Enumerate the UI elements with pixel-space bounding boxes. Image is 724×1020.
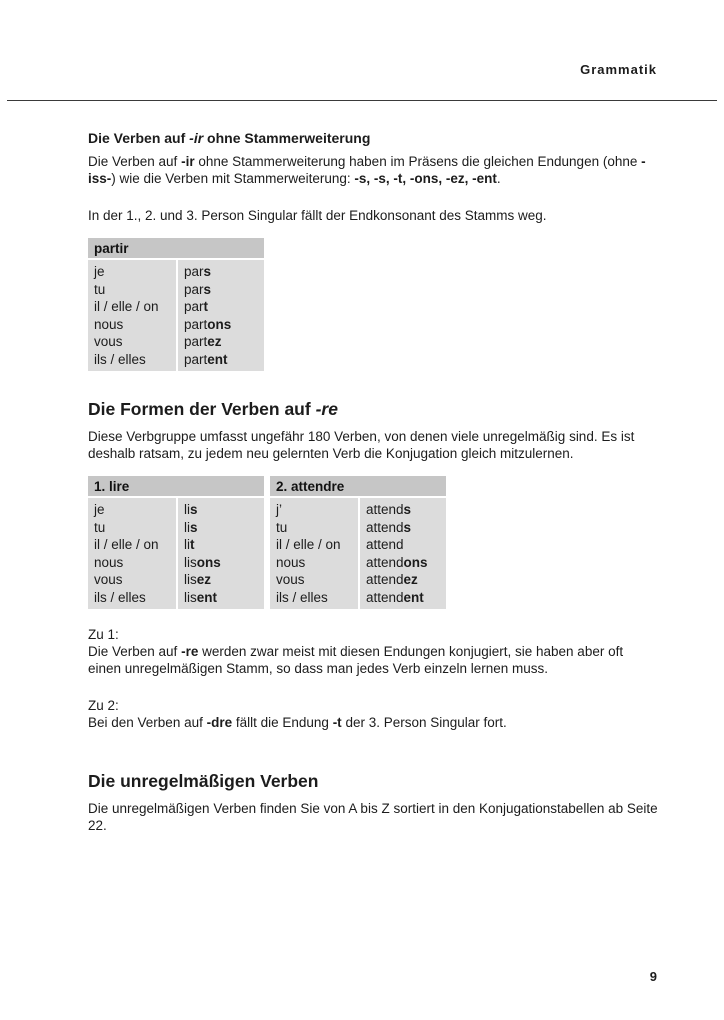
verb-form-cell: lis bbox=[178, 498, 264, 519]
table-row bbox=[270, 589, 446, 610]
page-content bbox=[88, 130, 658, 834]
section3-heading: Die unregelmäßigen Verben bbox=[88, 771, 319, 791]
section2-heading bbox=[88, 399, 658, 420]
verb-ending: ons bbox=[403, 554, 428, 570]
section2-intro: Diese Verbgruppe umfasst ungefähr 180 Verben, von denen viele unregelmäßig sind. Es ist deshalb ratsam, zu jedem neu gelernten Verb die Konjugation gleich mitzulernen. bbox=[88, 429, 635, 461]
pronoun-cell: j’ bbox=[270, 498, 360, 519]
verb-ending: ons bbox=[196, 554, 221, 570]
heading-emphasis: -ir bbox=[189, 130, 204, 146]
pronoun-cell: nous bbox=[88, 554, 178, 572]
lire-conjugation-table bbox=[88, 476, 264, 609]
verb-ending: s bbox=[203, 281, 212, 297]
note-zu-2 bbox=[88, 697, 658, 731]
running-header: Grammatik bbox=[580, 62, 657, 77]
bold-term: -iss- bbox=[88, 154, 646, 186]
attendre-conjugation-table bbox=[270, 476, 446, 609]
verb-form-cell: pars bbox=[178, 281, 264, 299]
heading-text: Die Verben auf bbox=[88, 130, 190, 146]
heading-text: Die Formen der Verben auf bbox=[88, 399, 316, 419]
verb-ending: s bbox=[203, 264, 212, 279]
verb-form-cell: attends bbox=[360, 498, 446, 519]
table-row bbox=[270, 519, 446, 537]
verb-form-cell: attendent bbox=[360, 589, 446, 610]
section1-heading bbox=[88, 130, 658, 146]
bold-term: -dre bbox=[206, 715, 233, 730]
table-row bbox=[88, 589, 264, 610]
verb-ending: ez bbox=[403, 572, 418, 587]
table-row bbox=[270, 571, 446, 589]
verb-form-cell: lis bbox=[178, 519, 264, 537]
bold-term: -ir bbox=[181, 154, 195, 169]
verb-form-cell: attendez bbox=[360, 571, 446, 589]
table-title: 2. attendre bbox=[270, 476, 446, 498]
verb-form-cell: attend bbox=[360, 536, 446, 554]
table-row bbox=[88, 554, 264, 572]
pronoun-cell: tu bbox=[270, 519, 360, 537]
heading-text: ohne Stammerweiterung bbox=[203, 130, 371, 146]
section1-paragraph2: In der 1., 2. und 3. Person Singular fällt der Endkonsonant des Stamms weg. bbox=[88, 208, 547, 223]
table-row bbox=[270, 498, 446, 519]
pronoun-cell: ils / elles bbox=[88, 589, 178, 610]
pronoun-cell: nous bbox=[88, 316, 178, 334]
pronoun-cell: tu bbox=[88, 281, 178, 299]
table-row bbox=[88, 498, 264, 519]
verb-ending: s bbox=[190, 502, 198, 517]
verb-ending: t bbox=[190, 537, 195, 552]
note-text: Die Verben auf -re werden zwar meist mit diesen Endungen konjugiert, sie haben aber oft einen unregelmäßigen Stamm, so dass man jedes Verb einzeln lernen muss. bbox=[88, 644, 624, 676]
verb-form-cell: lisez bbox=[178, 571, 264, 589]
verb-form-cell: pars bbox=[178, 260, 264, 281]
table-row bbox=[88, 519, 264, 537]
table-row bbox=[88, 571, 264, 589]
verb-form-cell: lisent bbox=[178, 589, 264, 610]
partir-conjugation-table bbox=[88, 238, 264, 371]
table-row bbox=[88, 260, 264, 281]
note-text: Bei den Verben auf -dre fällt die Endung -t der 3. Person Singular fort. bbox=[88, 715, 507, 730]
pronoun-cell: il / elle / on bbox=[270, 536, 360, 554]
verb-ending: ez bbox=[196, 572, 212, 587]
verb-ending: ent bbox=[403, 589, 424, 605]
verb-form-cell: partez bbox=[178, 333, 264, 351]
table-row bbox=[270, 554, 446, 572]
table-row bbox=[270, 536, 446, 554]
verb-ending: s bbox=[403, 502, 412, 517]
bold-term: -re bbox=[181, 644, 199, 659]
table-row bbox=[88, 333, 264, 351]
pronoun-cell: je bbox=[88, 498, 178, 519]
section1-paragraph1: Die Verben auf -ir ohne Stammerweiterung haben im Präsens die gleichen Endungen (ohne -iss-) wie die Verben mit Stammerweiterung: -s, -s, -t, -ons, -ez, -ent. bbox=[88, 154, 646, 186]
pronoun-cell: il / elle / on bbox=[88, 298, 178, 316]
table-row bbox=[88, 298, 264, 316]
verb-form-cell: attends bbox=[360, 519, 446, 537]
table-row bbox=[88, 536, 264, 554]
verb-form-cell: partons bbox=[178, 316, 264, 334]
pronoun-cell: je bbox=[88, 260, 178, 281]
verb-form-cell: part bbox=[178, 298, 264, 316]
pronoun-cell: nous bbox=[270, 554, 360, 572]
partir-table-wrap bbox=[88, 238, 658, 371]
pronoun-cell: vous bbox=[88, 333, 178, 351]
verb-form-cell: lit bbox=[178, 536, 264, 554]
verb-form-cell: partent bbox=[178, 351, 264, 372]
verb-ending: s bbox=[190, 519, 198, 535]
verb-ending: s bbox=[403, 519, 412, 535]
table-row bbox=[88, 351, 264, 372]
re-verbs-tables bbox=[88, 476, 658, 609]
pronoun-cell: ils / elles bbox=[270, 589, 360, 610]
verb-ending: ent bbox=[207, 351, 228, 367]
verb-ending: ons bbox=[207, 316, 232, 332]
table-row bbox=[88, 316, 264, 334]
pronoun-cell: ils / elles bbox=[88, 351, 178, 372]
pronoun-cell: il / elle / on bbox=[88, 536, 178, 554]
table-title: 1. lire bbox=[88, 476, 264, 498]
bold-term: -s, -s, -t, -ons, -ez, -ent bbox=[354, 171, 497, 186]
pronoun-cell: vous bbox=[270, 571, 360, 589]
verb-ending: t bbox=[203, 299, 209, 314]
verb-form-cell: attendons bbox=[360, 554, 446, 572]
section3-paragraph: Die unregelmäßigen Verben finden Sie von A bis Z sortiert in den Konjugationstabellen ab Seite 22. bbox=[88, 801, 658, 833]
heading-emphasis: -re bbox=[315, 399, 338, 419]
pronoun-cell: tu bbox=[88, 519, 178, 537]
table-title: partir bbox=[88, 238, 264, 260]
note-label: Zu 1: bbox=[88, 627, 119, 642]
note-label: Zu 2: bbox=[88, 698, 119, 713]
verb-ending: ez bbox=[207, 334, 222, 349]
pronoun-cell: vous bbox=[88, 571, 178, 589]
table-row bbox=[88, 281, 264, 299]
bold-term: -t bbox=[332, 715, 342, 730]
note-zu-1 bbox=[88, 626, 658, 677]
verb-form-cell: lisons bbox=[178, 554, 264, 572]
page-number: 9 bbox=[649, 969, 657, 984]
verb-ending: ent bbox=[196, 589, 217, 605]
header-rule bbox=[7, 100, 717, 101]
